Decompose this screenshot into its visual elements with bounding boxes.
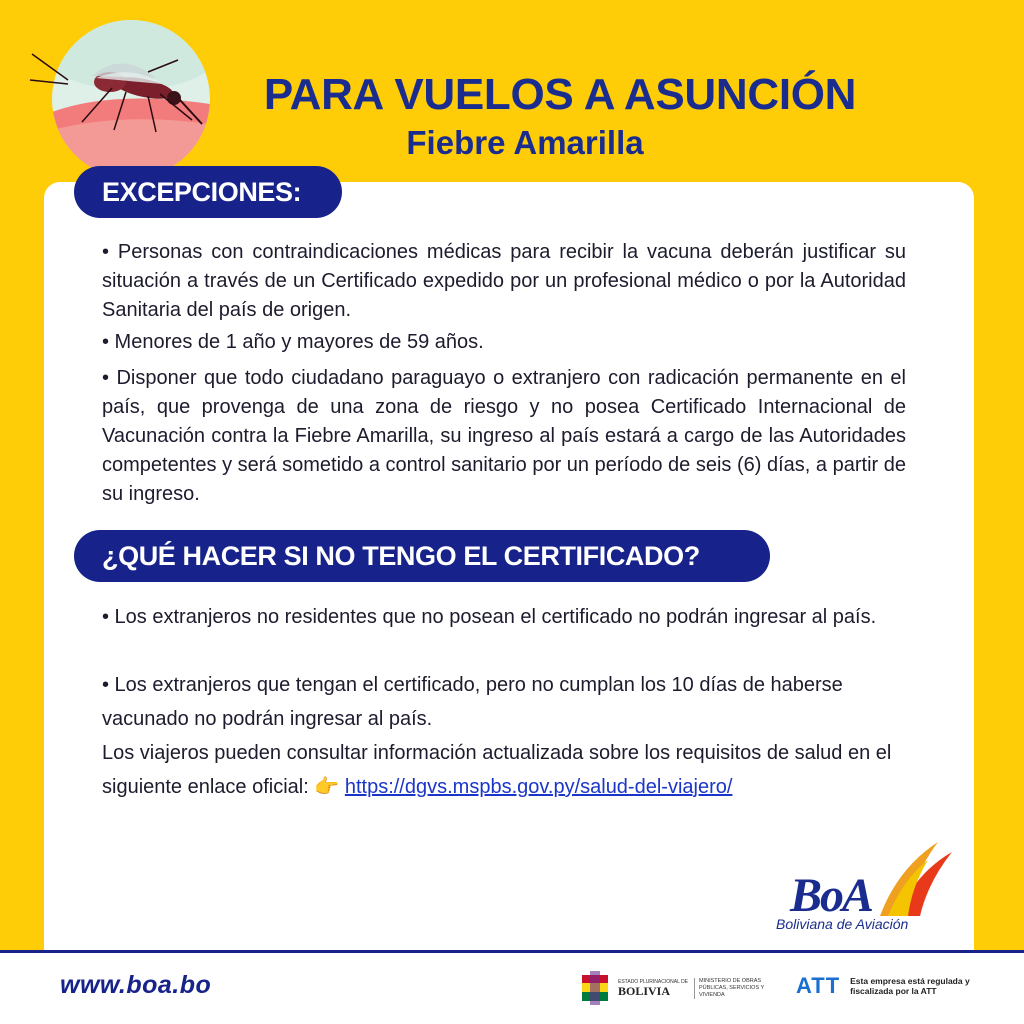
ministerio-name: MINISTERIO DE OBRAS PÚBLICAS, SERVICIOS Y VIVIENDA [694, 978, 780, 999]
coat-of-arms-icon [578, 971, 612, 1005]
ministerio-logo [578, 971, 780, 1005]
page-title: PARA VUELOS A ASUNCIÓN [263, 70, 857, 119]
certificado-item-2: • Los extranjeros que tengan el certificado, pero no cumplan los 10 días de haberse vacunado no podrán ingresar al país. [102, 674, 843, 730]
excepcion-item-2: • Menores de 1 año y mayores de 59 años. [102, 331, 484, 353]
att-logo [796, 973, 974, 999]
boa-swoosh-icon [858, 838, 958, 918]
certificado-heading: ¿QUÉ HACER SI NO TENGO EL CERTIFICADO? [74, 530, 770, 582]
boa-logo-word: BoA [790, 869, 873, 922]
excepcion-item-3: • Disponer que todo ciudadano paraguayo o extranjero con radicación permanente en el país, que provenga de una zona de riesgo y no posea Certificado Internacional de Vacunación contra la Fiebre Amarilla, su ingreso al país estará a cargo de las Autoridades competentes y será sometido a control sanitario por un período de seis (6) días, a partir de su ingreso. [102, 367, 906, 505]
certificado-item-1: • Los extranjeros no residentes que no posean el certificado no podrán ingresar al país. [102, 606, 877, 628]
info-paragraph [102, 736, 932, 804]
att-regulation-text: Esta empresa está regulada y fiscalizada por la ATT [850, 976, 970, 996]
pointing-hand-icon: 👉 [314, 776, 340, 798]
footer [0, 950, 1024, 1024]
boa-logo-tagline: Boliviana de Aviación [776, 916, 909, 932]
salud-viajero-link[interactable]: https://dgvs.mspbs.gov.py/salud-del-viajero/ [344, 776, 733, 798]
boa-website-link[interactable]: www.boa.bo [60, 971, 212, 999]
excepcion-item-1: • Personas con contraindicaciones médicas para recibir la vacuna deberán justificar su situación a través de un Certificado expedido por un profesional médico o por la Autoridad Sanitaria del país de origen. [102, 241, 906, 321]
att-word: ATT [796, 973, 841, 998]
ministerio-top-text: ESTADO PLURINACIONAL DE [618, 979, 689, 985]
excepciones-heading: EXCEPCIONES: [74, 166, 342, 218]
ministerio-country: BOLIVIA [618, 984, 671, 998]
info-text: Los viajeros pueden consultar información actualizada sobre los requisitos de salud en el siguiente enlace oficial: [102, 742, 892, 798]
page-subtitle: Fiebre Amarilla [406, 124, 644, 161]
boa-logo [770, 838, 960, 938]
